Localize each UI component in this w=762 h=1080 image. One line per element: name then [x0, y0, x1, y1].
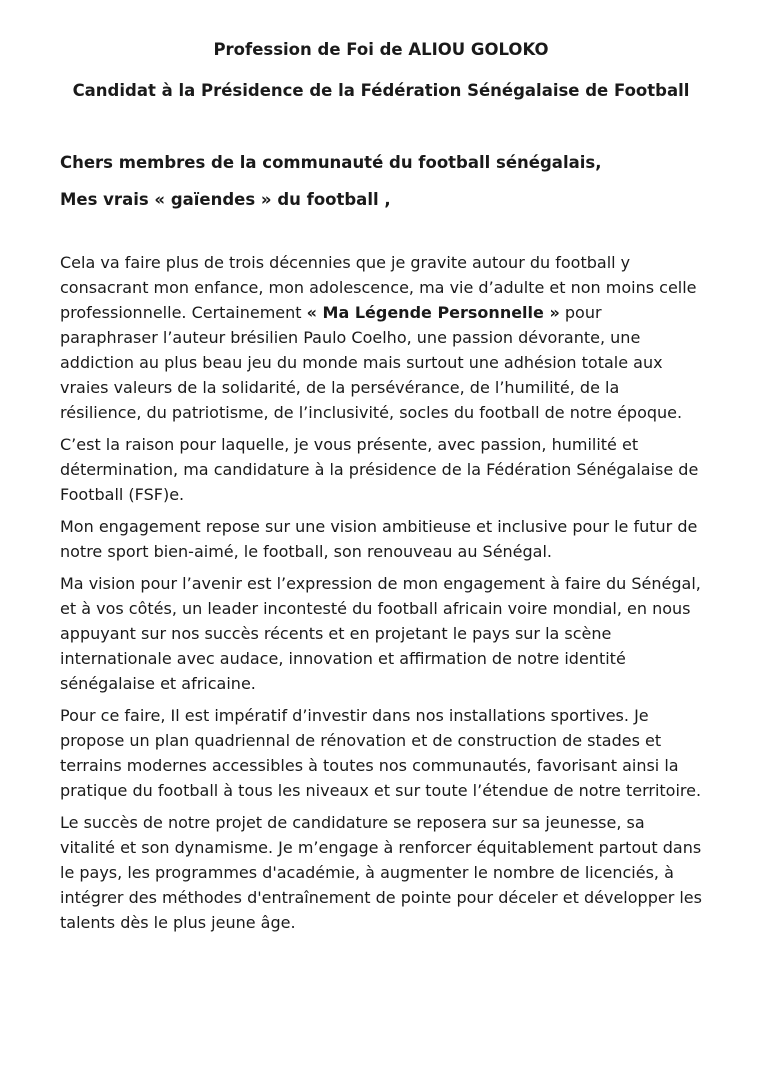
lead-paragraph-before-bold: Cela va faire plus de trois décennies que je gravite autour du football y consacrant mon enfance, mon adolescence, ma vie d’adulte et non moins celle professionnelle. Certainement [60, 253, 697, 322]
salutation-line-2: Mes vrais « gaïendes » du football , [60, 190, 391, 209]
lead-paragraph-after-bold: pour paraphraser l’auteur brésilien Paulo Coelho, une passion dévorante, une addiction au plus beau jeu du monde mais surtout une adhésion totale aux vraies valeurs de la solidarité, de la persévérance, de l’humilité, de la résilience, du patriotisme, de l’inclusivité, socles du football de notre époque. [60, 303, 683, 422]
body-paragraph: Ma vision pour l’avenir est l’expression de mon engagement à faire du Sénégal, et à vos côtés, un leader incontesté du football africain voire mondial, en nous appuyant sur nos succès récents et en projetant le pays sur la scène internationale avec audace, innovation et affirmation de notre identité sénégalaise et africaine. [60, 574, 701, 693]
document-title: Profession de Foi de ALIOU GOLOKO [213, 40, 549, 59]
body-paragraph: Mon engagement repose sur une vision ambitieuse et inclusive pour le futur de notre sport bien-aimé, le football, son renouveau au Sénégal. [60, 517, 698, 561]
document-subtitle: Candidat à la Présidence de la Fédération Sénégalaise de Football [72, 81, 690, 100]
body-paragraph: Pour ce faire, Il est impératif d’investir dans nos installations sportives. Je propose un plan quadriennal de rénovation et de construction de stades et terrains modernes accessibles à toutes nos communautés, favorisant ainsi la pratique du football à tous les niveaux et sur toute l’étendue de notre territoire. [60, 706, 702, 800]
salutation-line-1: Chers membres de la communauté du football sénégalais, [60, 153, 602, 172]
body-paragraph: C’est la raison pour laquelle, je vous présente, avec passion, humilité et détermination, ma candidature à la présidence de la Fédération Sénégalaise de Football (FSF)e. [60, 435, 699, 504]
body-paragraph-lead [60, 250, 702, 425]
lead-paragraph-bold-phrase: « Ma Légende Personnelle » [306, 303, 560, 322]
body-paragraph: Le succès de notre projet de candidature se reposera sur sa jeunesse, sa vitalité et son dynamisme. Je m’engage à renforcer équitablement partout dans le pays, les programmes d'académie, à augmenter le nombre de licenciés, à intégrer des méthodes d'entraînement de pointe pour déceler et développer les talents dès le plus jeune âge. [60, 813, 702, 932]
